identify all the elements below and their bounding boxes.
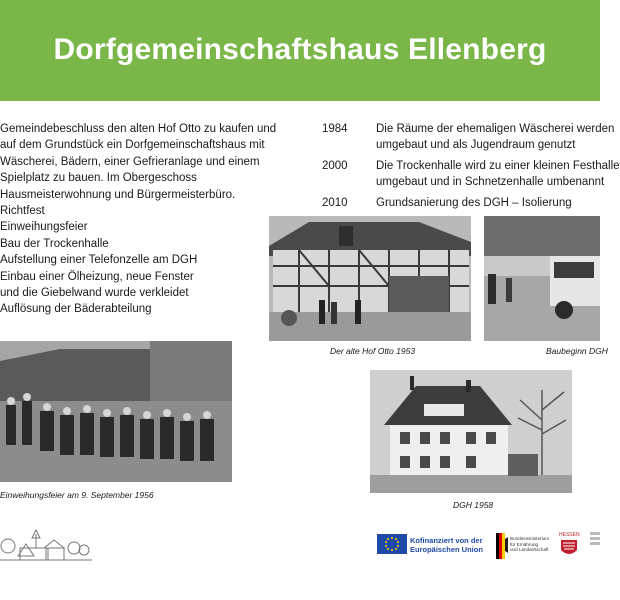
history-line: und die Giebelwand wurde verkleidet <box>0 287 189 300</box>
photo-baubeginn <box>484 216 600 341</box>
caption-einweihung: Einweihungsfeier am 9. September 1956 <box>0 490 154 500</box>
eu-line: Europäischen Union <box>410 545 483 554</box>
history-line: Auflösung der Bäderabteilung <box>0 303 152 316</box>
timeline-entry <box>322 158 620 191</box>
timeline-year: 2000 <box>322 159 348 172</box>
history-line: Einbau einer Ölheizung, neue Fenster <box>0 270 194 283</box>
eu-line: Kofinanziert von der <box>410 536 483 545</box>
history-line: auf dem Grundstück ein Dorfgemeinschaftshaus mit <box>0 139 265 152</box>
timeline <box>322 121 620 215</box>
timeline-text: Grundsanierung des DGH – Isolierung <box>376 196 572 209</box>
timeline-text: Die Trockenhalle wird zu einer kleinen Festhalle <box>376 159 620 172</box>
history-line: Wäscherei, Bädern, einer Gefrieranlage und einem <box>0 155 260 168</box>
history-line: Bau der Trockenhalle <box>0 237 109 250</box>
history-line: Hausmeisterwohnung und Bürgermeisterbüro. <box>0 188 236 201</box>
timeline-text: umgebaut und in Schnetzenhalle umbenannt <box>376 176 605 189</box>
timeline-text: umgebaut und als Jugendraum genutzt <box>376 139 576 152</box>
ministry-line: Bundesministerium <box>510 536 550 541</box>
history-line: Einweihungsfeier <box>0 221 88 234</box>
hessen-lion-icon <box>559 538 579 558</box>
history-line: Aufstellung einer Telefonzelle am DGH <box>0 254 198 267</box>
history-line: Richtfest <box>0 205 45 218</box>
history-list <box>0 121 277 318</box>
photo-hof-otto <box>269 216 471 341</box>
photo-einweihung <box>0 341 232 482</box>
timeline-text: Die Räume der ehemaligen Wäscherei werden <box>376 123 615 135</box>
ministry-line: für Ernährung <box>510 541 539 547</box>
ministry-label <box>510 536 549 553</box>
title-banner <box>0 0 600 101</box>
photo-baubeginn-illustration <box>484 216 600 341</box>
hessen-logo <box>559 532 579 560</box>
photo-dgh-1958 <box>370 370 572 493</box>
eu-flag-icon <box>377 534 407 554</box>
eu-cofunding-label <box>410 536 483 554</box>
history-line: Spielplatz zu bauen. Im Obergeschoss <box>0 172 197 185</box>
hessen-label: HESSEN <box>559 532 580 538</box>
village-sketch-icon <box>0 526 92 564</box>
timeline-entry <box>322 121 615 154</box>
ministry-crest-text <box>590 532 600 545</box>
photo-einweihung-illustration <box>0 341 232 482</box>
timeline-entry <box>322 195 600 211</box>
timeline-year: 2010 <box>322 196 348 209</box>
federal-eagle-icon <box>496 533 508 559</box>
caption-hof-otto: Der alte Hof Otto 1953 <box>330 346 416 356</box>
page-title: Dorfgemeinschaftshaus Ellenberg <box>53 33 547 66</box>
eu-stars-icon <box>377 534 407 554</box>
caption-dgh-1958: DGH 1958 <box>453 500 494 510</box>
caption-baubeginn: Baubeginn DGH <box>546 346 608 356</box>
ministry-line: und Landwirtschaft <box>510 547 549 552</box>
photo-hof-otto-illustration <box>269 216 471 341</box>
photo-dgh-illustration <box>370 370 572 493</box>
history-line: Gemeindebeschluss den alten Hof Otto zu kaufen und <box>0 123 277 135</box>
timeline-year: 1984 <box>322 123 348 135</box>
